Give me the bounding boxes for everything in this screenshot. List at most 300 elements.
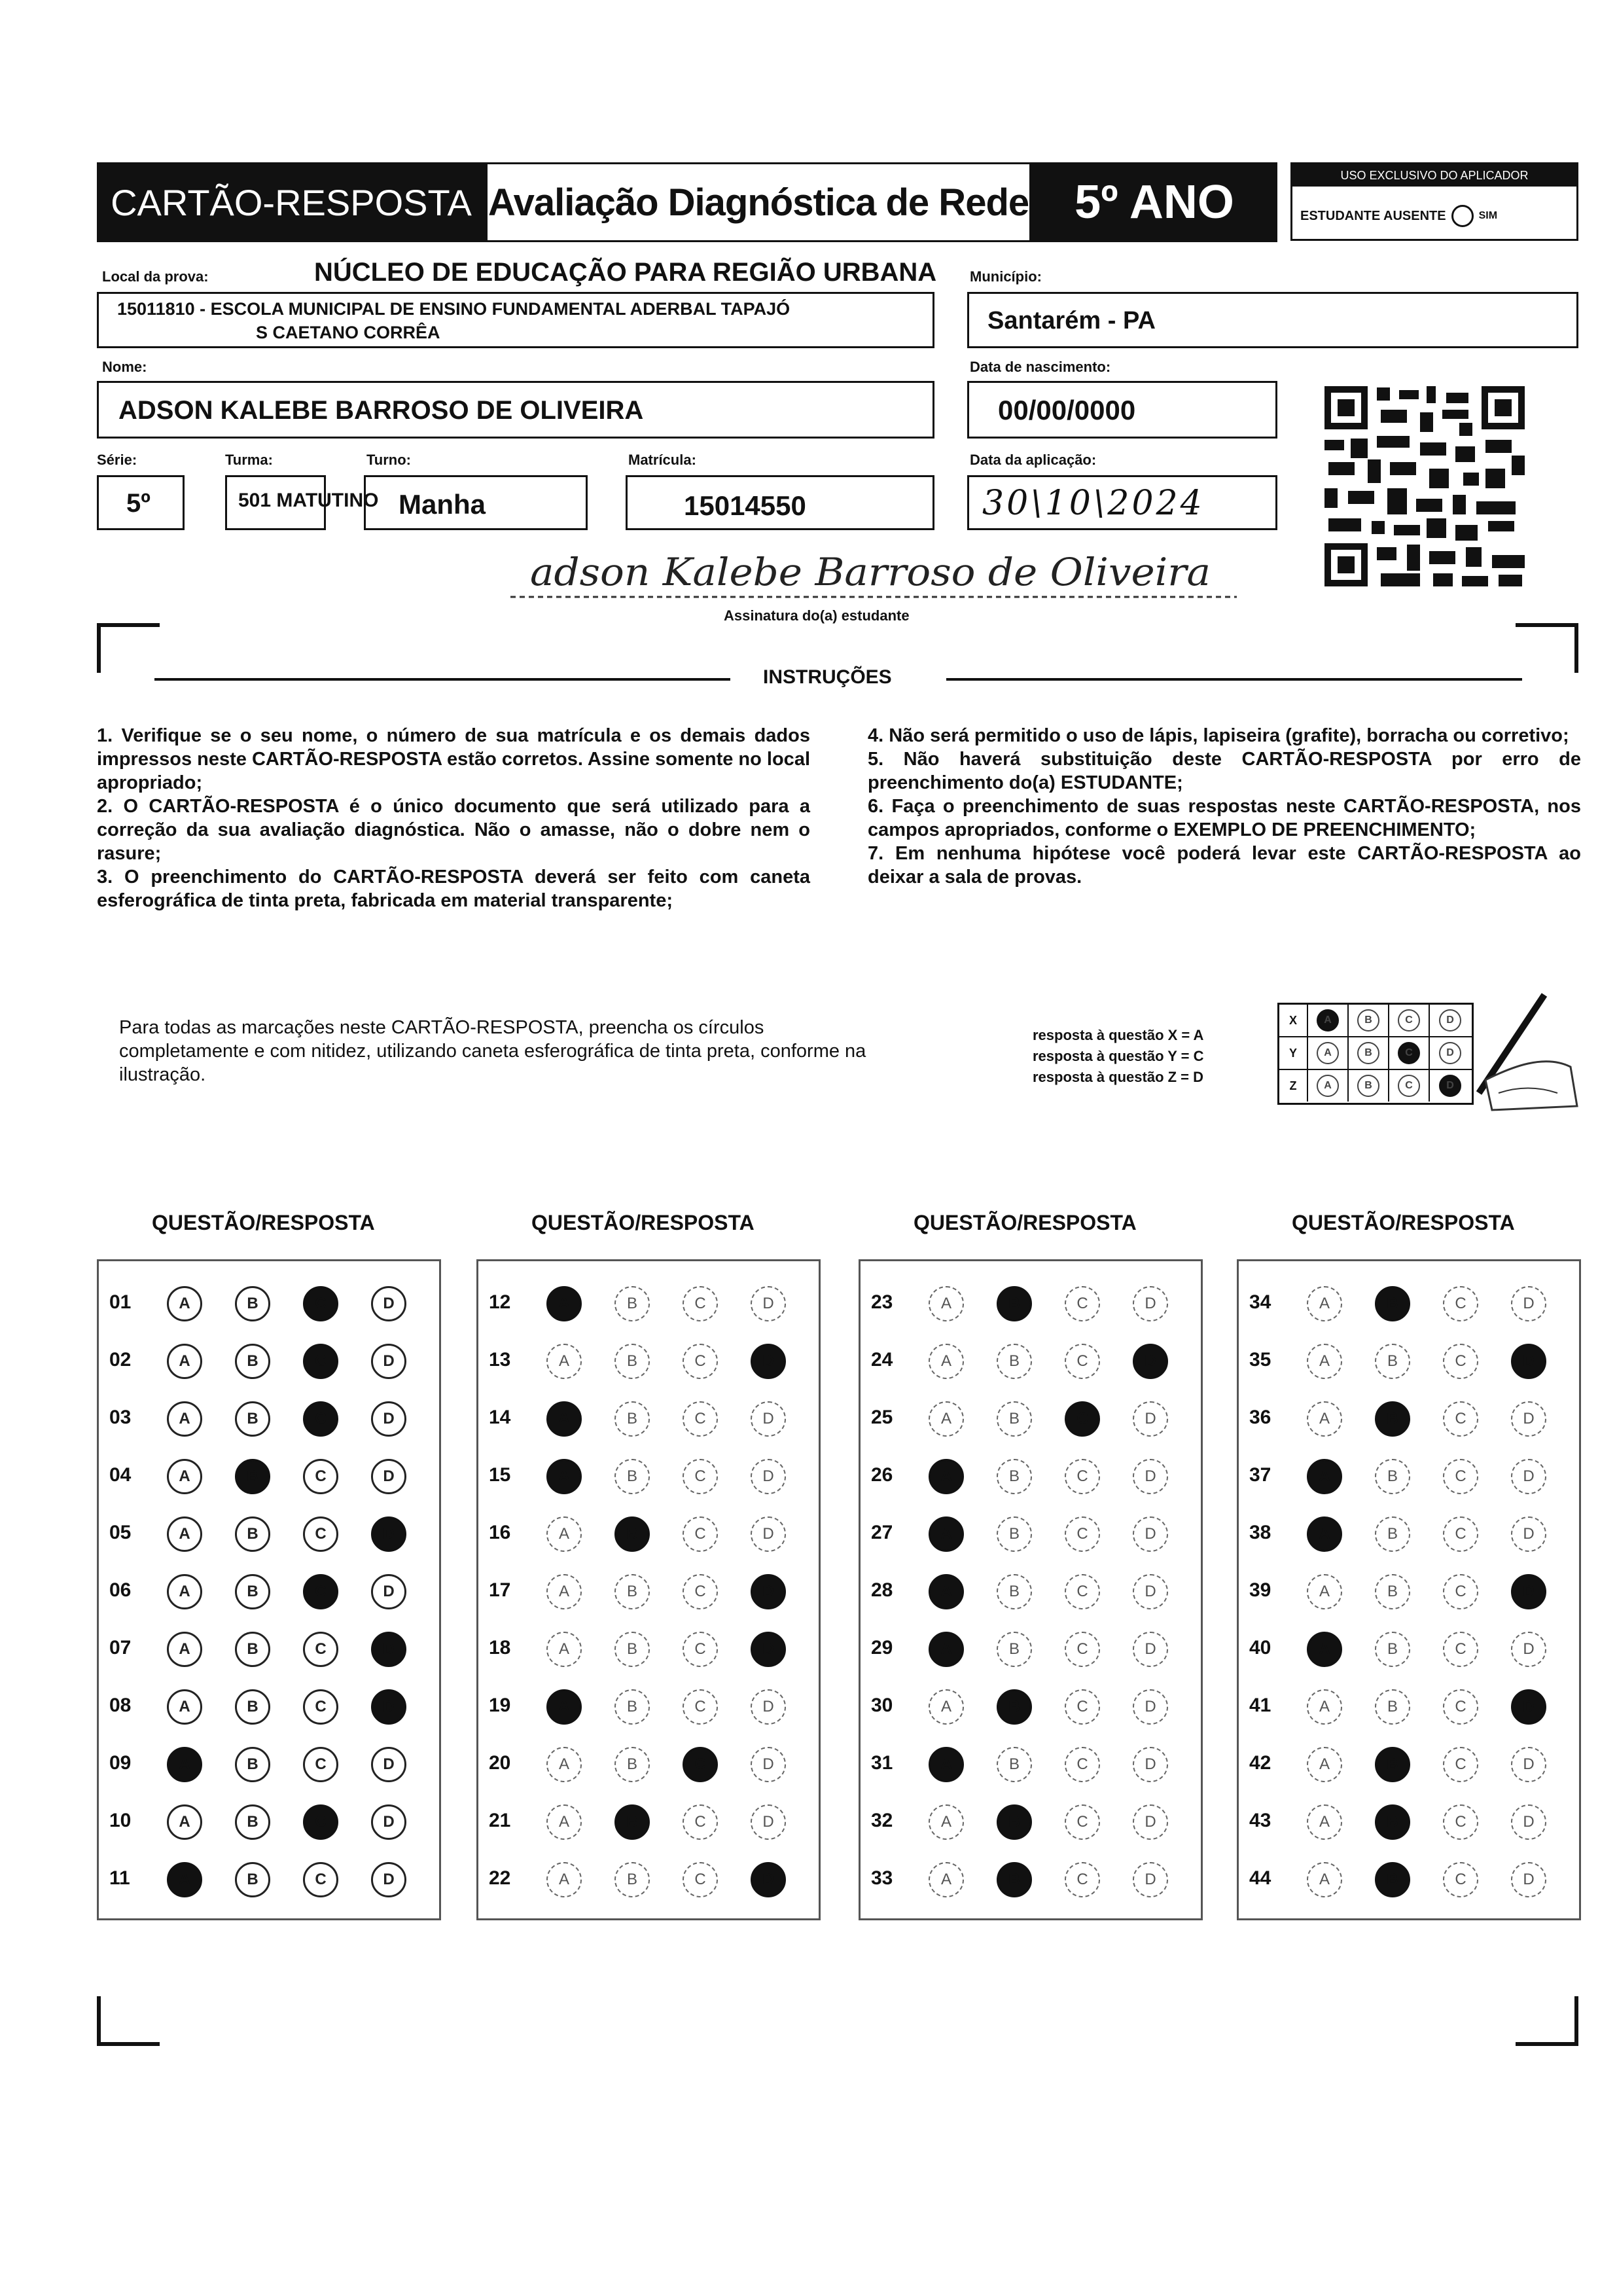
question-number: 23 <box>871 1291 893 1313</box>
answer-bubble-b[interactable]: B <box>997 1459 1032 1494</box>
example-bubble: B <box>1357 1042 1379 1064</box>
answer-bubble-b[interactable]: B <box>235 1459 270 1494</box>
question-number: 13 <box>489 1349 511 1371</box>
answer-bubble-b[interactable]: B <box>614 1632 650 1667</box>
answer-bubble-d[interactable]: D <box>751 1286 786 1321</box>
answer-row <box>1239 1736 1579 1794</box>
answer-bubble-c[interactable]: C <box>303 1459 338 1494</box>
signature-label: Assinatura do(a) estudante <box>724 607 910 624</box>
answer-bubble-c[interactable]: C <box>683 1747 718 1782</box>
question-number: 42 <box>1249 1752 1271 1774</box>
answer-bubble-c[interactable]: C <box>683 1632 718 1667</box>
answer-bubble-b[interactable]: B <box>614 1804 650 1840</box>
header-card-title: CARTÃO-RESPOSTA <box>97 162 486 242</box>
answer-bubble-c[interactable]: C <box>1443 1747 1478 1782</box>
example-cell <box>1389 1005 1430 1036</box>
answer-bubble-a[interactable]: A <box>1307 1632 1342 1667</box>
absent-student-row <box>1300 205 1497 227</box>
answer-bubble-b[interactable]: B <box>997 1344 1032 1379</box>
question-number: 37 <box>1249 1464 1271 1486</box>
header-grade: 5º ANO <box>1031 162 1277 242</box>
answer-row <box>99 1333 439 1391</box>
answer-bubble-c[interactable]: C <box>1443 1862 1478 1897</box>
instruction-5: 5. Não haverá substituição deste CARTÃO-RESPOSTA por erro de preenchimento do(a) ESTUDANTE; <box>868 749 1581 793</box>
answer-column-panel <box>1237 1259 1581 1920</box>
answer-bubble-a[interactable]: A <box>929 1344 964 1379</box>
example-bubble: A <box>1317 1042 1339 1064</box>
answer-bubble-d[interactable]: D <box>1511 1516 1546 1552</box>
answer-bubble-b[interactable]: B <box>235 1516 270 1552</box>
answer-bubble-d[interactable]: D <box>751 1862 786 1897</box>
answer-row <box>1239 1276 1579 1333</box>
question-number: 17 <box>489 1579 511 1601</box>
aplicacao-label: Data da aplicação: <box>970 452 1097 468</box>
answer-bubble-d[interactable]: D <box>1133 1344 1168 1379</box>
answer-bubble-b[interactable]: B <box>1375 1344 1410 1379</box>
answer-bubble-b[interactable]: B <box>997 1804 1032 1840</box>
answer-bubble-b[interactable]: B <box>1375 1401 1410 1437</box>
answer-bubble-b[interactable]: B <box>997 1747 1032 1782</box>
answer-bubble-d[interactable]: D <box>1133 1401 1168 1437</box>
answer-bubble-d[interactable]: D <box>371 1459 406 1494</box>
answer-bubble-a[interactable]: A <box>1307 1862 1342 1897</box>
answer-row <box>1239 1852 1579 1909</box>
example-line-y: resposta à questão Y = C <box>1033 1048 1204 1064</box>
answer-bubble-a[interactable]: A <box>546 1632 582 1667</box>
answer-bubble-d[interactable]: D <box>751 1632 786 1667</box>
answer-bubble-c[interactable]: C <box>303 1516 338 1552</box>
answer-bubble-d[interactable]: D <box>371 1804 406 1840</box>
answer-row <box>99 1736 439 1794</box>
answer-bubble-c[interactable]: C <box>303 1632 338 1667</box>
answer-row <box>861 1276 1201 1333</box>
answer-bubble-a[interactable]: A <box>546 1804 582 1840</box>
answer-row <box>861 1391 1201 1448</box>
answer-column-heading: QUESTÃO/RESPOSTA <box>1292 1211 1515 1234</box>
answer-bubble-b[interactable]: B <box>614 1286 650 1321</box>
answer-bubble-a[interactable]: A <box>1307 1689 1342 1725</box>
question-number: 04 <box>109 1464 132 1486</box>
answer-bubble-a[interactable]: A <box>1307 1286 1342 1321</box>
example-cell <box>1430 1070 1470 1102</box>
answer-bubble-b[interactable]: B <box>997 1862 1032 1897</box>
answer-bubble-b[interactable]: B <box>235 1804 270 1840</box>
answer-row <box>478 1794 819 1852</box>
answer-bubble-a[interactable]: A <box>167 1804 202 1840</box>
answer-bubble-d[interactable]: D <box>371 1344 406 1379</box>
corner-mark-bottom-left <box>97 1996 160 2046</box>
answer-bubble-d[interactable]: D <box>751 1516 786 1552</box>
answer-bubble-b[interactable]: B <box>235 1632 270 1667</box>
nome-box <box>97 381 934 439</box>
answer-bubble-a[interactable]: A <box>167 1286 202 1321</box>
answer-row <box>99 1852 439 1909</box>
answer-bubble-d[interactable]: D <box>1133 1574 1168 1609</box>
answer-bubble-b[interactable]: B <box>614 1747 650 1782</box>
answer-bubble-b[interactable]: B <box>1375 1747 1410 1782</box>
answer-bubble-a[interactable]: A <box>546 1689 582 1725</box>
answer-bubble-c[interactable]: C <box>1065 1804 1100 1840</box>
answer-bubble-b[interactable]: B <box>614 1689 650 1725</box>
answer-bubble-c[interactable]: C <box>1443 1689 1478 1725</box>
answer-row <box>1239 1333 1579 1391</box>
instruction-1: 1. Verifique se o seu nome, o número de sua matrícula e os demais dados impressos neste CARTÃO-RESPOSTA estão corretos. Assine somente no local apropriado; <box>97 725 810 793</box>
question-number: 33 <box>871 1867 893 1889</box>
question-number: 19 <box>489 1695 511 1716</box>
example-bubble: B <box>1357 1075 1379 1097</box>
answer-bubble-a[interactable]: A <box>929 1286 964 1321</box>
answer-bubble-c[interactable]: C <box>303 1804 338 1840</box>
answer-bubble-c[interactable]: C <box>683 1689 718 1725</box>
answer-row <box>861 1448 1201 1506</box>
answer-bubble-a[interactable]: A <box>1307 1574 1342 1609</box>
example-grid <box>1277 1003 1474 1105</box>
answer-bubble-b[interactable]: B <box>235 1862 270 1897</box>
answer-bubble-a[interactable]: A <box>929 1574 964 1609</box>
answer-bubble-d[interactable]: D <box>1133 1632 1168 1667</box>
answer-bubble-b[interactable]: B <box>235 1401 270 1437</box>
answer-bubble-c[interactable]: C <box>303 1401 338 1437</box>
example-row-label: Y <box>1279 1037 1308 1069</box>
instructions-rule-left <box>154 678 730 681</box>
answer-bubble-d[interactable]: D <box>1133 1804 1168 1840</box>
answer-bubble-c[interactable]: C <box>683 1401 718 1437</box>
answer-bubble-c[interactable]: C <box>1443 1286 1478 1321</box>
answer-bubble-a[interactable]: A <box>929 1689 964 1725</box>
answer-bubble-c[interactable]: C <box>1065 1574 1100 1609</box>
answer-bubble-a[interactable]: A <box>546 1459 582 1494</box>
answer-bubble-a[interactable]: A <box>546 1401 582 1437</box>
answer-column-panel <box>476 1259 821 1920</box>
answer-bubble-d[interactable]: D <box>751 1401 786 1437</box>
answer-row <box>478 1391 819 1448</box>
answer-bubble-c[interactable]: C <box>683 1459 718 1494</box>
answer-bubble-b[interactable]: B <box>614 1401 650 1437</box>
answer-bubble-d[interactable]: D <box>371 1401 406 1437</box>
answer-bubble-b[interactable]: B <box>997 1689 1032 1725</box>
turno-box <box>364 475 588 530</box>
answer-bubble-b[interactable]: B <box>1375 1574 1410 1609</box>
answer-bubble-b[interactable]: B <box>614 1862 650 1897</box>
answer-bubble-a[interactable]: A <box>546 1286 582 1321</box>
answer-bubble-d[interactable]: D <box>751 1747 786 1782</box>
absent-student-bubble[interactable] <box>1451 205 1474 227</box>
question-number: 07 <box>109 1637 132 1659</box>
question-number: 32 <box>871 1810 893 1831</box>
serie-value: 5º <box>126 489 151 518</box>
answer-bubble-b[interactable]: B <box>997 1632 1032 1667</box>
applicator-box-title: USO EXCLUSIVO DO APLICADOR <box>1292 164 1576 187</box>
question-number: 43 <box>1249 1810 1271 1831</box>
answer-bubble-d[interactable]: D <box>1133 1747 1168 1782</box>
answer-bubble-d[interactable]: D <box>1133 1286 1168 1321</box>
aplicacao-box <box>967 475 1277 530</box>
answer-bubble-b[interactable]: B <box>235 1344 270 1379</box>
answer-row <box>478 1621 819 1679</box>
answer-row <box>99 1564 439 1621</box>
answer-bubble-a[interactable]: A <box>1307 1804 1342 1840</box>
answer-bubble-a[interactable]: A <box>546 1574 582 1609</box>
answer-bubble-c[interactable]: C <box>1065 1401 1100 1437</box>
question-number: 10 <box>109 1810 132 1831</box>
question-number: 09 <box>109 1752 132 1774</box>
answer-bubble-a[interactable]: A <box>167 1862 202 1897</box>
answer-bubble-b[interactable]: B <box>614 1516 650 1552</box>
applicator-box <box>1290 162 1578 241</box>
answer-row <box>99 1276 439 1333</box>
answer-bubble-c[interactable]: C <box>683 1516 718 1552</box>
answer-bubble-a[interactable]: A <box>1307 1747 1342 1782</box>
answer-bubble-a[interactable]: A <box>167 1516 202 1552</box>
answer-bubble-d[interactable]: D <box>751 1804 786 1840</box>
answer-bubble-c[interactable]: C <box>303 1689 338 1725</box>
answer-bubble-a[interactable]: A <box>167 1747 202 1782</box>
answer-bubble-c[interactable]: C <box>1443 1804 1478 1840</box>
example-cell <box>1308 1005 1349 1036</box>
answer-bubble-a[interactable]: A <box>929 1632 964 1667</box>
corner-mark-top-right <box>1516 623 1578 673</box>
answer-bubble-c[interactable]: C <box>1065 1286 1100 1321</box>
example-cell <box>1349 1070 1389 1102</box>
question-number: 22 <box>489 1867 511 1889</box>
answer-row <box>99 1448 439 1506</box>
answer-bubble-b[interactable]: B <box>1375 1459 1410 1494</box>
question-number: 08 <box>109 1695 132 1716</box>
question-number: 20 <box>489 1752 511 1774</box>
example-bubble: D <box>1439 1009 1461 1031</box>
answer-bubble-b[interactable]: B <box>235 1747 270 1782</box>
question-number: 03 <box>109 1407 132 1428</box>
answer-row <box>861 1794 1201 1852</box>
answer-bubble-d[interactable]: D <box>1133 1862 1168 1897</box>
nascimento-label: Data de nascimento: <box>970 359 1111 375</box>
question-number: 34 <box>1249 1291 1271 1313</box>
answer-row <box>1239 1794 1579 1852</box>
question-number: 25 <box>871 1407 893 1428</box>
answer-bubble-b[interactable]: B <box>997 1286 1032 1321</box>
example-cell <box>1349 1037 1389 1069</box>
question-number: 40 <box>1249 1637 1271 1659</box>
answer-bubble-d[interactable]: D <box>1133 1459 1168 1494</box>
answer-bubble-d[interactable]: D <box>1511 1344 1546 1379</box>
local-label: Local da prova: <box>102 268 209 285</box>
answer-bubble-d[interactable]: D <box>371 1747 406 1782</box>
answer-row <box>861 1852 1201 1909</box>
answer-bubble-d[interactable]: D <box>371 1574 406 1609</box>
answer-bubble-a[interactable]: A <box>167 1401 202 1437</box>
instructions-rule-right <box>946 678 1522 681</box>
instruction-4: 4. Não será permitido o uso de lápis, lapiseira (grafite), borracha ou corretivo; <box>868 725 1569 746</box>
answer-bubble-c[interactable]: C <box>1443 1459 1478 1494</box>
instruction-7: 7. Em nenhuma hipótese você poderá levar este CARTÃO-RESPOSTA ao deixar a sala de provas. <box>868 843 1581 888</box>
answer-bubble-d[interactable]: D <box>1511 1401 1546 1437</box>
example-bubble: A <box>1317 1009 1339 1031</box>
answer-bubble-c[interactable]: C <box>683 1862 718 1897</box>
answer-row <box>99 1391 439 1448</box>
answer-bubble-c[interactable]: C <box>303 1286 338 1321</box>
answer-bubble-c[interactable]: C <box>303 1747 338 1782</box>
answer-bubble-d[interactable]: D <box>1511 1804 1546 1840</box>
answer-bubble-a[interactable]: A <box>546 1862 582 1897</box>
answer-bubble-d[interactable]: D <box>1511 1862 1546 1897</box>
answer-row <box>861 1736 1201 1794</box>
answer-bubble-c[interactable]: C <box>1443 1632 1478 1667</box>
qr-code <box>1322 384 1527 589</box>
turno-label: Turno: <box>366 452 412 468</box>
answer-row <box>478 1276 819 1333</box>
answer-bubble-d[interactable]: D <box>371 1516 406 1552</box>
answer-bubble-d[interactable]: D <box>371 1862 406 1897</box>
serie-box <box>97 475 185 530</box>
answer-bubble-a[interactable]: A <box>167 1459 202 1494</box>
question-number: 11 <box>109 1867 130 1889</box>
answer-bubble-c[interactable]: C <box>303 1862 338 1897</box>
answer-bubble-d[interactable]: D <box>371 1689 406 1725</box>
marking-note: Para todas as marcações neste CARTÃO-RESPOSTA, preencha os círculos completamente e com nitidez, utilizando caneta esferográfica de tinta preta, conforme na ilustração. <box>119 1017 866 1085</box>
answer-bubble-a[interactable]: A <box>167 1344 202 1379</box>
answer-bubble-b[interactable]: B <box>1375 1286 1410 1321</box>
answer-bubble-d[interactable]: D <box>751 1574 786 1609</box>
municipio-box <box>967 292 1578 348</box>
answer-bubble-a[interactable]: A <box>929 1747 964 1782</box>
answer-bubble-c[interactable]: C <box>1065 1516 1100 1552</box>
answer-row <box>861 1621 1201 1679</box>
answer-bubble-c[interactable]: C <box>683 1574 718 1609</box>
answer-column-heading: QUESTÃO/RESPOSTA <box>914 1211 1137 1234</box>
answer-bubble-a[interactable]: A <box>929 1401 964 1437</box>
answer-bubble-b[interactable]: B <box>1375 1862 1410 1897</box>
question-number: 02 <box>109 1349 132 1371</box>
answer-row <box>478 1852 819 1909</box>
answer-bubble-a[interactable]: A <box>546 1344 582 1379</box>
pen-hand-icon <box>1472 982 1584 1113</box>
answer-bubble-d[interactable]: D <box>1511 1689 1546 1725</box>
absent-student-label: ESTUDANTE AUSENTE <box>1300 208 1446 223</box>
answer-row <box>99 1506 439 1564</box>
answer-bubble-d[interactable]: D <box>371 1286 406 1321</box>
answer-bubble-b[interactable]: B <box>1375 1804 1410 1840</box>
answer-bubble-c[interactable]: C <box>1065 1459 1100 1494</box>
answer-bubble-a[interactable]: A <box>167 1574 202 1609</box>
answer-bubble-d[interactable]: D <box>751 1689 786 1725</box>
answer-bubble-b[interactable]: B <box>614 1344 650 1379</box>
corner-mark-bottom-right <box>1516 1996 1578 2046</box>
answer-bubble-a[interactable]: A <box>1307 1516 1342 1552</box>
answer-bubble-d[interactable]: D <box>1511 1286 1546 1321</box>
answer-bubble-c[interactable]: C <box>1065 1632 1100 1667</box>
absent-student-sim: SIM <box>1478 210 1498 221</box>
answer-bubble-d[interactable]: D <box>1511 1747 1546 1782</box>
question-number: 14 <box>489 1407 511 1428</box>
answer-bubble-b[interactable]: B <box>235 1286 270 1321</box>
answer-bubble-b[interactable]: B <box>997 1516 1032 1552</box>
example-bubble: C <box>1398 1042 1420 1064</box>
answer-bubble-b[interactable]: B <box>997 1574 1032 1609</box>
answer-bubble-a[interactable]: A <box>929 1516 964 1552</box>
answer-row <box>478 1679 819 1736</box>
example-row-label: X <box>1279 1005 1308 1036</box>
example-line-x: resposta à questão X = A <box>1033 1027 1204 1043</box>
answer-bubble-b[interactable]: B <box>614 1574 650 1609</box>
answer-bubble-c[interactable]: C <box>303 1574 338 1609</box>
question-number: 44 <box>1249 1867 1271 1889</box>
answer-bubble-a[interactable]: A <box>929 1459 964 1494</box>
answer-bubble-c[interactable]: C <box>683 1804 718 1840</box>
answer-bubble-d[interactable]: D <box>751 1459 786 1494</box>
answer-bubble-d[interactable]: D <box>751 1344 786 1379</box>
answer-bubble-c[interactable]: C <box>1065 1747 1100 1782</box>
answer-bubble-c[interactable]: C <box>1443 1574 1478 1609</box>
question-number: 01 <box>109 1291 132 1313</box>
answer-bubble-c[interactable]: C <box>1065 1689 1100 1725</box>
answer-bubble-b[interactable]: B <box>235 1574 270 1609</box>
answer-bubble-d[interactable]: D <box>1511 1574 1546 1609</box>
signature-image <box>510 542 1243 605</box>
answer-row <box>861 1333 1201 1391</box>
answer-bubble-a[interactable]: A <box>546 1747 582 1782</box>
answer-bubble-c[interactable]: C <box>1443 1516 1478 1552</box>
answer-bubble-b[interactable]: B <box>997 1401 1032 1437</box>
answer-bubble-c[interactable]: C <box>1065 1862 1100 1897</box>
answer-bubble-c[interactable]: C <box>1443 1344 1478 1379</box>
question-number: 38 <box>1249 1522 1271 1543</box>
answer-row <box>1239 1448 1579 1506</box>
answer-bubble-d[interactable]: D <box>1511 1632 1546 1667</box>
answer-bubble-a[interactable]: A <box>546 1516 582 1552</box>
answer-column-panel <box>859 1259 1203 1920</box>
answer-bubble-c[interactable]: C <box>1443 1401 1478 1437</box>
answer-bubble-a[interactable]: A <box>929 1862 964 1897</box>
answer-bubble-b[interactable]: B <box>614 1459 650 1494</box>
answer-column-heading: QUESTÃO/RESPOSTA <box>531 1211 755 1234</box>
answer-bubble-b[interactable]: B <box>1375 1689 1410 1725</box>
corner-mark-top-left <box>97 623 160 673</box>
answer-bubble-b[interactable]: B <box>1375 1516 1410 1552</box>
answer-row <box>1239 1679 1579 1736</box>
answer-bubble-d[interactable]: D <box>1133 1689 1168 1725</box>
example-cell <box>1389 1037 1430 1069</box>
answer-bubble-d[interactable]: D <box>371 1632 406 1667</box>
answer-bubble-a[interactable]: A <box>167 1632 202 1667</box>
local-value: NÚCLEO DE EDUCAÇÃO PARA REGIÃO URBANA <box>314 258 937 287</box>
answer-bubble-a[interactable]: A <box>1307 1459 1342 1494</box>
answer-bubble-a[interactable]: A <box>1307 1401 1342 1437</box>
question-number: 06 <box>109 1579 132 1601</box>
instructions-title: INSTRUÇÕES <box>763 666 892 688</box>
answer-bubble-c[interactable]: C <box>683 1286 718 1321</box>
answer-bubble-c[interactable]: C <box>1065 1344 1100 1379</box>
answer-bubble-c[interactable]: C <box>683 1344 718 1379</box>
answer-bubble-d[interactable]: D <box>1511 1459 1546 1494</box>
question-number: 30 <box>871 1695 893 1716</box>
answer-bubble-a[interactable]: A <box>1307 1344 1342 1379</box>
answer-row <box>99 1621 439 1679</box>
example-bubble: B <box>1357 1009 1379 1031</box>
answer-bubble-d[interactable]: D <box>1133 1516 1168 1552</box>
answer-bubble-b[interactable]: B <box>1375 1632 1410 1667</box>
instruction-2: 2. O CARTÃO-RESPOSTA é o único documento que será utilizado para a correção da sua avaliação diagnóstica. Não o amasse, não o dobre nem o rasure; <box>97 796 810 864</box>
answer-bubble-a[interactable]: A <box>167 1689 202 1725</box>
answer-row <box>99 1679 439 1736</box>
answer-bubble-a[interactable]: A <box>929 1804 964 1840</box>
serie-label: Série: <box>97 452 137 468</box>
answer-bubble-b[interactable]: B <box>235 1689 270 1725</box>
question-number: 12 <box>489 1291 511 1313</box>
question-number: 26 <box>871 1464 893 1486</box>
instructions-left <box>97 724 810 912</box>
example-cell <box>1308 1070 1349 1102</box>
answer-bubble-c[interactable]: C <box>303 1344 338 1379</box>
